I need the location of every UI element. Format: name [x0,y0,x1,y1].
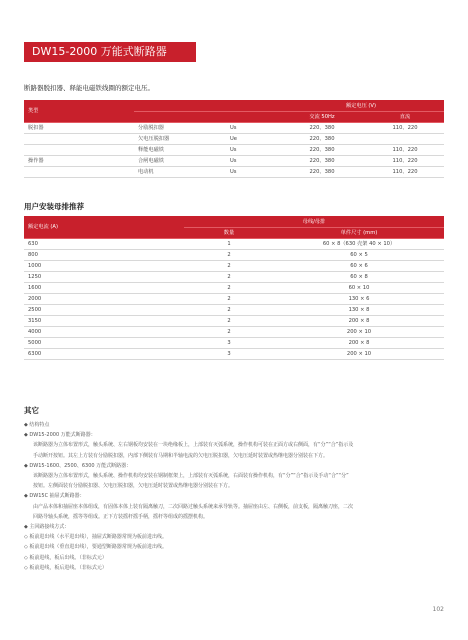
col-type-header: 类型 [24,100,134,122]
note-line: ◇ 板前进线，板后出线。（非标式元） [24,554,107,561]
cell-qty: 1 [184,238,274,249]
cell-size: 200 × 10 [274,348,444,359]
cell-qty: 2 [184,260,274,271]
table-row [24,166,444,177]
cell-qty: 2 [184,249,274,260]
col-busbar-header: 母线/母排 [184,216,444,227]
note-line: ◇ 板前进出线（水平进出线），抽屉式断路器常规为板前进出线。 [24,534,167,541]
table-header-row [24,100,444,111]
col-size-header: 单件尺寸 (mm) [274,227,444,238]
cell-sym: Us [226,144,278,155]
other-section-title: 其它 [24,406,39,415]
note-line: ◆ 结构特点 [24,422,50,428]
cell-current: 800 [24,249,184,260]
note-line: 该断路器为立体布置形式，触头系统、左右钢板均安装在一块绝缘板上，上部装有灭弧系统，操作机构可装在正面方或右侧面，有“分”“合”指示及 [33,442,354,449]
cell-current: 630 [24,238,184,249]
cell-size: 60 × 10 [274,282,444,293]
note-line: ◆ 主回路接线方式： [24,524,70,531]
cell-ac: 220、380 [278,133,366,144]
table-header-row [24,216,444,227]
table-row [24,304,444,315]
cell-current: 5000 [24,337,184,348]
cell-group: 操作器 [24,155,134,166]
cell-qty: 2 [184,271,274,282]
table-row [24,348,444,359]
cell-size: 60 × 8（630 壳架 40 × 10） [274,238,444,249]
table-row [24,271,444,282]
cell-name: 电动机 [134,166,226,177]
intro-text: 断路器脱扣器、释能电磁铁线圈的额定电压。 [24,84,154,92]
cell-size: 200 × 8 [274,337,444,348]
cell-current: 6300 [24,348,184,359]
col-voltage-header: 额定电压 (V) [278,100,444,111]
col-qty-header: 数量 [184,227,274,238]
cell-group [24,133,134,144]
cell-sym: Us [226,166,278,177]
cell-group [24,144,134,155]
note-line: 该断路器为立体布置形式，触头系统、操作机构均安装在钢制框架上，上部装有灭弧系统，右面装有操作机构，有“分”“合”指示及手动“合”“分” [33,473,349,480]
table-row [24,260,444,271]
cell-dc: 110、220 [366,155,444,166]
cell-qty: 3 [184,337,274,348]
cell-sym: Ue [226,133,278,144]
note-line: ◇ 板前进线，板后进线。（非标式元） [24,564,107,571]
cell-ac: 220、380 [278,166,366,177]
cell-current: 2000 [24,293,184,304]
table-row [24,337,444,348]
cell-size: 60 × 5 [274,249,444,260]
cell-sym: Us [226,122,278,133]
note-line: ◆ DW15C 抽屉式断路器： [24,493,85,500]
cell-ac: 220、380 [278,144,366,155]
notes-list [24,420,444,573]
table-row [24,315,444,326]
cell-current: 2500 [24,304,184,315]
table-row [24,133,444,144]
table-row [24,122,444,133]
cell-dc [366,133,444,144]
cell-current: 1000 [24,260,184,271]
cell-qty: 2 [184,315,274,326]
table-row [24,293,444,304]
col-dc-header: 直流 [366,111,444,122]
cell-sym: Us [226,155,278,166]
cell-dc: 110、220 [366,144,444,155]
cell-size: 60 × 8 [274,271,444,282]
cell-size: 130 × 6 [274,293,444,304]
cell-size: 200 × 10 [274,326,444,337]
cell-size: 60 × 6 [274,260,444,271]
cell-name: 欠电压脱扣器 [134,133,226,144]
cell-current: 1250 [24,271,184,282]
cell-current: 1600 [24,282,184,293]
note-line: ◆ DW15-1600、2500、6300 万能式断路器： [24,462,132,469]
cell-name: 分励脱扣器 [134,122,226,133]
cell-current: 4000 [24,326,184,337]
table-row [24,326,444,337]
busbar-section-title: 用户安装母排推荐 [24,202,84,211]
cell-current: 3150 [24,315,184,326]
note-line: ◇ 板前进出线（垂直进出线），要通型断路器常规为板前进出线。 [24,544,167,551]
note-line: 按钮。左侧面装有分励脱扣器、欠电压脱扣器，欠电压延时装置或热继电器分别装在下方。 [33,483,234,490]
note-line: ◆ DW15-2000 万能式断路器： [24,432,96,439]
page-number: 102 [432,606,444,613]
table-row [24,282,444,293]
note-line: 手动断开按钮。其左上方装有分励脱扣器，内部下侧装有马期和半轴电流的欠电压脱扣器，欠电压延时装置或热继电器分别装在下方。 [33,452,329,459]
cell-qty: 2 [184,282,274,293]
cell-size: 130 × 8 [274,304,444,315]
cell-qty: 2 [184,326,274,337]
col-current-header: 额定电流 (A) [24,216,184,238]
table-row [24,238,444,249]
cell-name: 合闸电磁铁 [134,155,226,166]
col-ac-header: 交流 50Hz [278,111,366,122]
table-row [24,155,444,166]
cell-ac: 220、380 [278,122,366,133]
busbar-table [24,216,444,360]
cell-group: 脱扣器 [24,122,134,133]
cell-dc: 110、220 [366,166,444,177]
cell-name: 释能电磁铁 [134,144,226,155]
note-line: 回路导轴头系统，摇等等组成。正下方装摇杆摇手柄，摇杆等组成的摇摆机构。 [33,513,209,520]
cell-size: 200 × 8 [274,315,444,326]
cell-group [24,166,134,177]
cell-ac: 220、380 [278,155,366,166]
table-row [24,249,444,260]
table-row [24,144,444,155]
cell-qty: 3 [184,348,274,359]
cell-qty: 2 [184,293,274,304]
page-title: DW15-2000 万能式断路器 [24,42,196,62]
note-line: 由产品本体和抽屉座本体组成，有固体本体上装有隔离触刀，二次回路过触头系统来承导轨等。抽屉座由左、右侧板，前支板，隔离触刀座，二次 [33,503,354,510]
cell-dc: 110、220 [366,122,444,133]
voltage-table [24,100,444,178]
cell-qty: 2 [184,304,274,315]
